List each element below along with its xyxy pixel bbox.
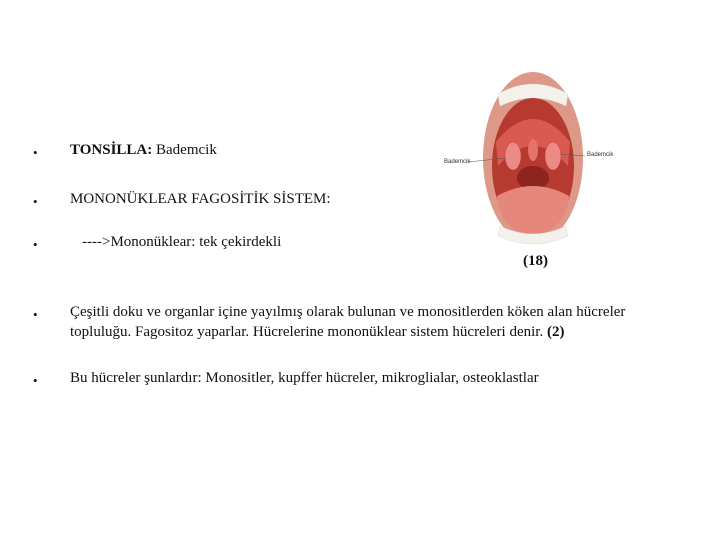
label-tonsil-left: Bademcik [444,159,471,165]
bullet-mononuclear-heading [70,190,331,209]
bullet-marker: • [33,373,38,388]
bullet-marker: • [33,307,38,322]
reference-number: (2) [546,324,565,340]
bullet-marker: • [33,194,38,209]
tonsil-right [545,142,561,170]
mouth-illustration [440,66,620,252]
bullet-marker: • [33,237,38,252]
definition-mononuclear: : tek çekirdekli [191,234,282,250]
bullet-marker: • [33,145,38,160]
arrow-prefix: ----> [82,234,111,250]
figure-caption: (18) [523,253,548,269]
uvula [528,139,538,161]
bullet-mononuclear-definition [82,233,281,252]
term-tonsilla: TONSİLLA: [70,142,153,158]
description-text: Çeşitli doku ve organlar içine yayılmış olarak bulunan ve monositlerden köken alan hücreler topluluğu. Fagositoz yaparlar. Hücrelerine mononüklear sistem hücreleri denir. [70,304,626,340]
label-tonsil-right: Bademcik [587,152,614,158]
tonsil-left [505,142,521,170]
bullet-cell-list [70,369,539,388]
term-mononuclear-system: MONONÜKLEAR FAGOSİTİK SİSTEM: [70,191,331,207]
bullet-description [70,302,670,342]
cell-list-text: Bu hücreler şunlardır: Monositler, kupffer hücreler, mikroglialar, osteoklastlar [70,370,539,386]
bullet-tonsilla [70,141,217,160]
definition-tonsilla: Bademcik [152,142,217,158]
term-mononuclear: Mononüklear [110,234,192,250]
